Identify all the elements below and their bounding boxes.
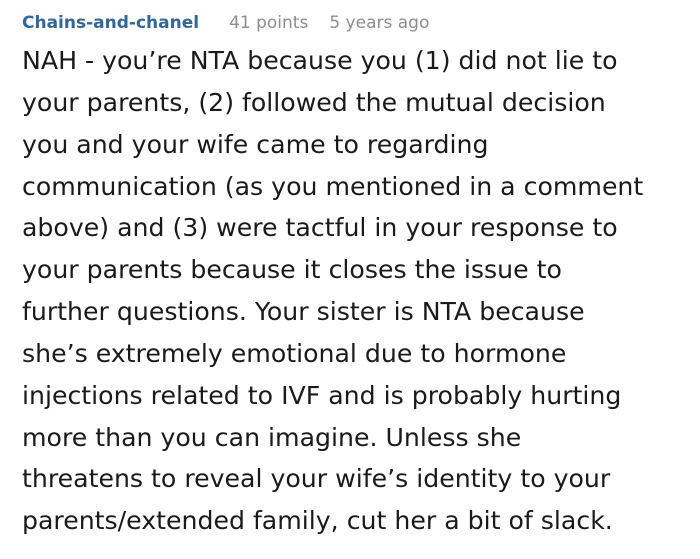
comment-body-line: your parents, (2) followed the mutual decision (22, 87, 606, 117)
comment-body-line: above) and (3) were tactful in your response to (22, 213, 618, 243)
comment-author-link[interactable]: Chains-and-chanel (22, 13, 200, 33)
comment-body-line: injections related to IVF and is probably hurting (22, 380, 622, 410)
comment-points: 41 points (229, 13, 309, 33)
comment-header (22, 0, 678, 44)
comment-body (22, 40, 678, 542)
comment-body-line: your parents because it closes the issue to (22, 255, 562, 285)
comment-body-line: parents/extended family, cut her a bit of slack. (22, 506, 613, 536)
comment-body-line: you and your wife came to regarding (22, 129, 489, 159)
comment-body-line: more than you can imagine. Unless she (22, 422, 522, 452)
comment-body-line: NAH - you’re NTA because you (1) did not lie to (22, 46, 618, 75)
comment-body-line: she’s extremely emotional due to hormone (22, 338, 567, 368)
comment-body-line: further questions. Your sister is NTA because (22, 297, 585, 327)
comment-timestamp[interactable]: 5 years ago (329, 13, 430, 33)
comment-body-line: communication (as you mentioned in a comment (22, 171, 644, 201)
comment-body-line: threatens to reveal your wife’s identity to your (22, 464, 611, 494)
